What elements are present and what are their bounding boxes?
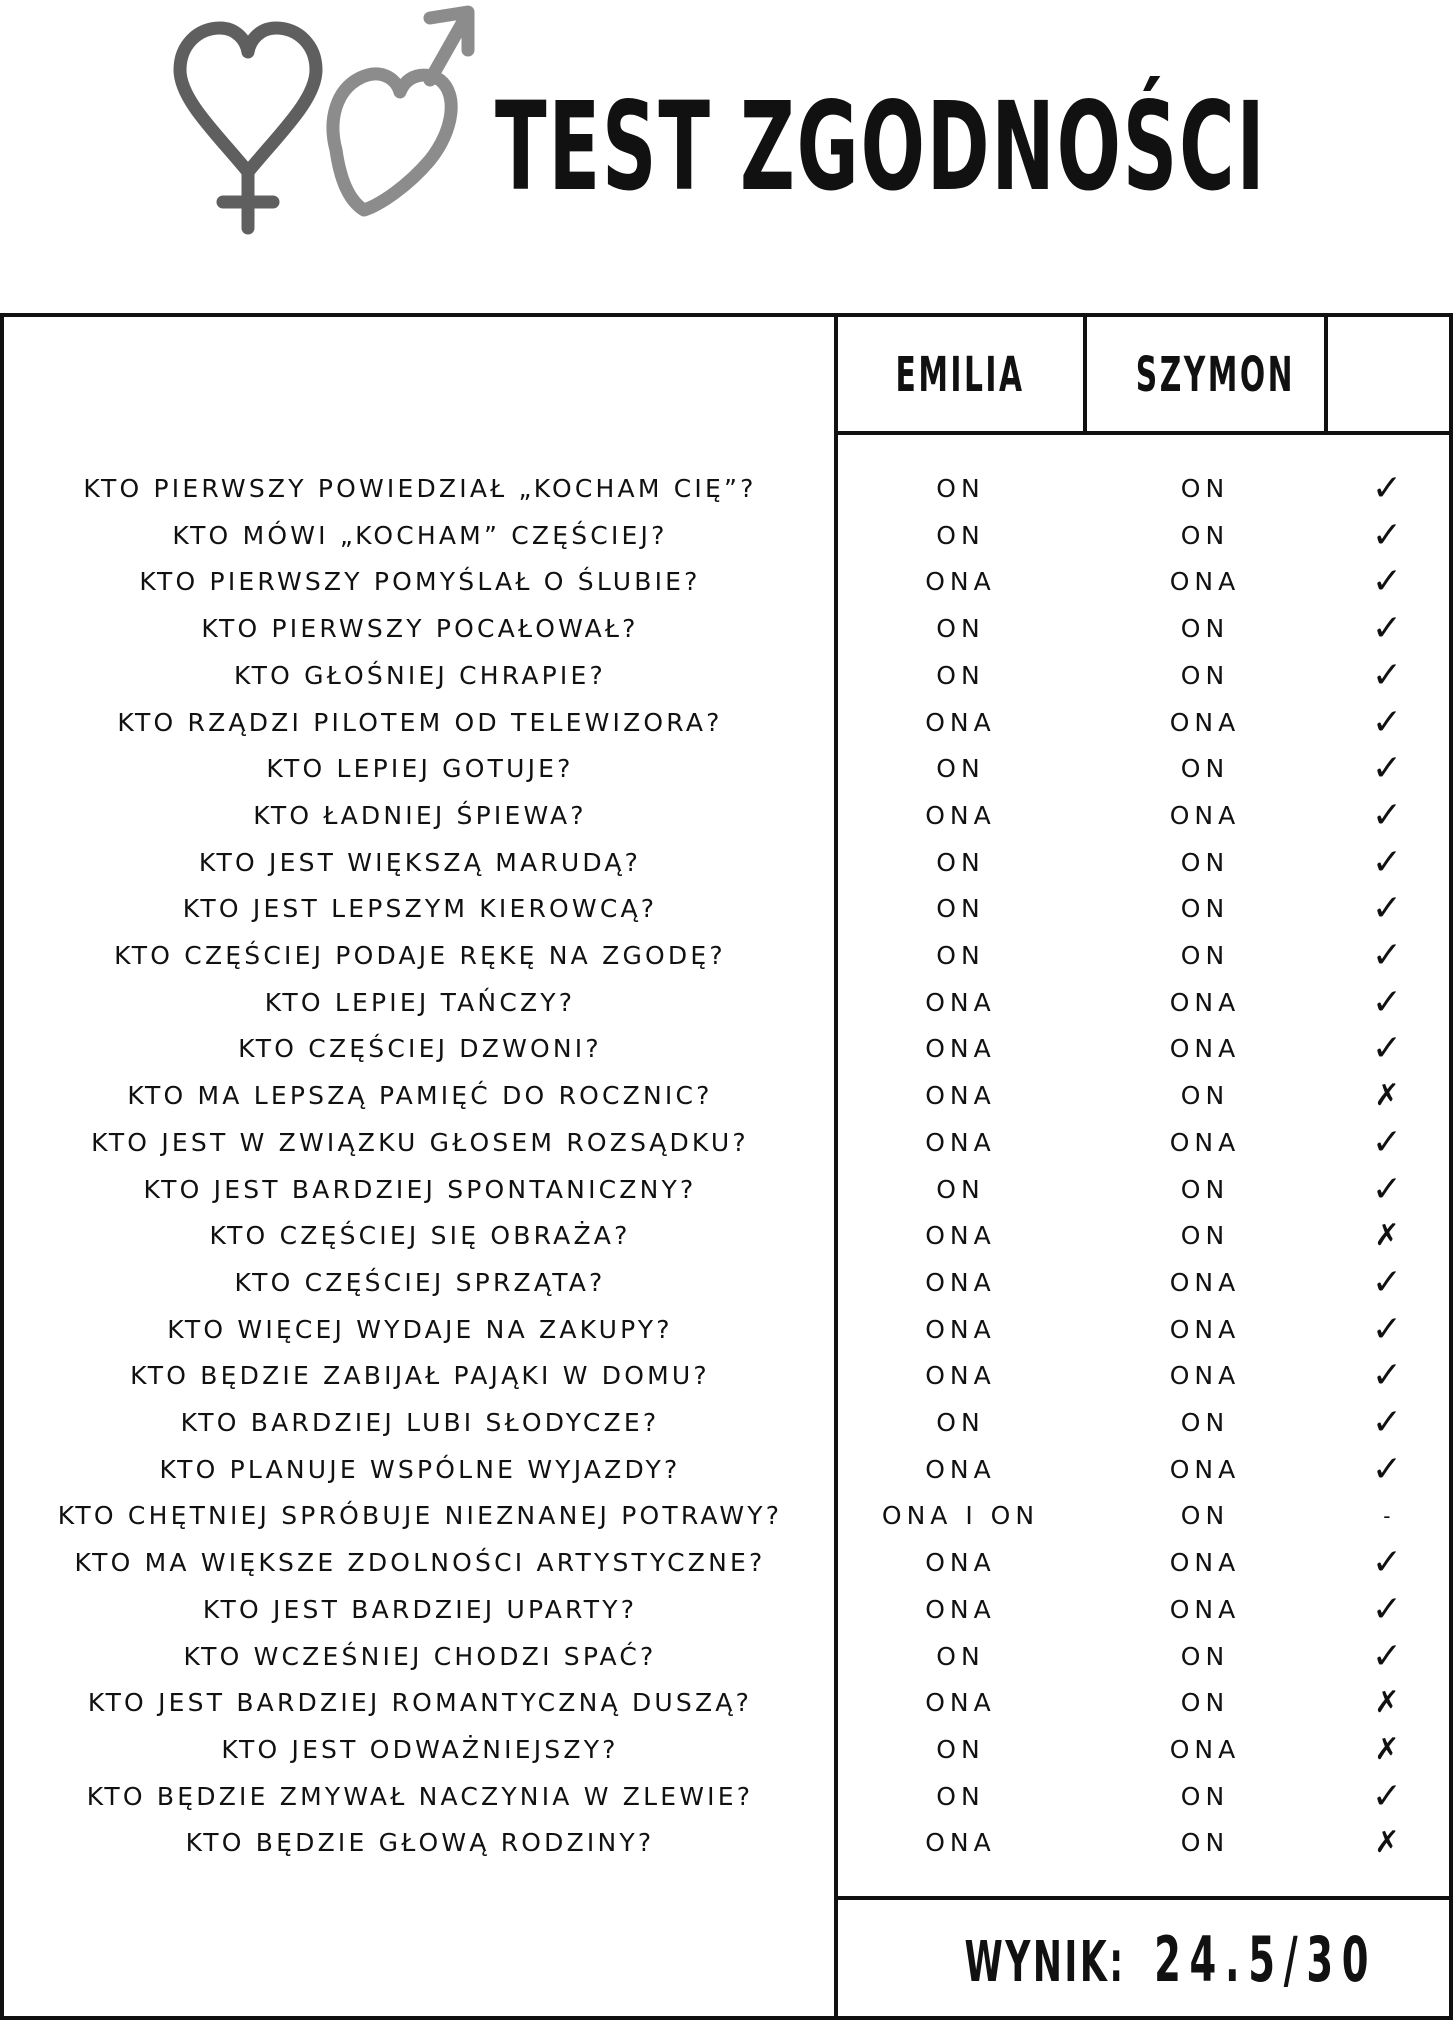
answer-szymon: ONA xyxy=(1169,1594,1241,1624)
check-icon: ✓ xyxy=(1371,1542,1406,1584)
answer-szymon: ON xyxy=(1180,1081,1230,1111)
column-divider xyxy=(1324,313,1328,433)
table-row xyxy=(0,1400,1453,1447)
check-icon: ✓ xyxy=(1371,794,1406,836)
check-icon: ✓ xyxy=(1371,1775,1406,1817)
question-text: KTO PIERWSZY POWIEDZIAŁ „KOCHAM CIĘ”? xyxy=(83,474,757,503)
column-header-emilia: EMILIA xyxy=(896,347,1025,403)
check-icon: ✓ xyxy=(1371,1028,1406,1070)
answer-emilia: ON xyxy=(936,754,985,784)
question-text: KTO BĘDZIE GŁOWĄ RODZINY? xyxy=(185,1828,655,1858)
answer-emilia: ONA xyxy=(925,1034,996,1064)
answer-emilia: ON xyxy=(936,847,985,877)
answer-emilia: ONA xyxy=(925,1127,996,1157)
answer-emilia: ON xyxy=(936,1174,985,1204)
question-text: KTO BARDZIEJ LUBI SŁODYCZE? xyxy=(180,1408,660,1437)
answer-emilia: ONA I ON xyxy=(881,1501,1040,1531)
answer-emilia: ON xyxy=(936,1408,985,1437)
cross-icon: ✗ xyxy=(1374,1825,1403,1861)
answer-emilia: ONA xyxy=(925,567,996,597)
table-row xyxy=(0,700,1453,747)
answer-emilia: ONA xyxy=(925,1594,996,1624)
question-text: KTO LEPIEJ GOTUJE? xyxy=(266,754,574,784)
answer-emilia: ONA xyxy=(925,1314,996,1344)
answer-emilia: ON xyxy=(936,474,985,503)
check-icon: ✓ xyxy=(1371,841,1406,883)
check-icon: ✓ xyxy=(1371,748,1406,790)
answer-szymon: ON xyxy=(1180,660,1230,690)
answer-emilia: ONA xyxy=(925,1267,996,1297)
header-divider xyxy=(834,431,1453,435)
answer-szymon: ONA xyxy=(1169,567,1241,597)
check-icon: ✓ xyxy=(1371,1635,1406,1677)
answer-szymon: ON xyxy=(1180,1688,1230,1718)
table-row xyxy=(0,1587,1453,1634)
answer-emilia: ON xyxy=(936,1781,985,1811)
table-row xyxy=(0,1353,1453,1400)
answer-emilia: ONA xyxy=(925,1548,996,1578)
cross-icon: ✗ xyxy=(1374,1218,1403,1254)
table-row xyxy=(0,886,1453,933)
answer-emilia: ONA xyxy=(925,1081,996,1111)
answer-emilia: ON xyxy=(936,941,985,970)
table-border-bottom xyxy=(0,2016,1453,2020)
question-text: KTO CZĘŚCIEJ DZWONI? xyxy=(238,1034,602,1064)
check-icon: ✓ xyxy=(1371,654,1406,696)
score-divider xyxy=(834,1896,1453,1900)
question-text: KTO JEST ODWAŻNIEJSZY? xyxy=(221,1734,619,1764)
question-text: KTO PLANUJE WSPÓLNE WYJAZDY? xyxy=(159,1454,681,1484)
column-header-szymon: SZYMON xyxy=(1135,347,1296,403)
question-text: KTO JEST LEPSZYM KIEROWCĄ? xyxy=(182,894,658,924)
question-text: KTO PIERWSZY POMYŚLAŁ O ŚLUBIE? xyxy=(139,567,701,597)
table-row xyxy=(0,1307,1453,1354)
dash-mark: - xyxy=(1383,1504,1394,1529)
table-row xyxy=(0,1774,1453,1821)
table-row xyxy=(0,1634,1453,1681)
answer-szymon: ONA xyxy=(1169,1361,1241,1391)
answer-szymon: ONA xyxy=(1169,1454,1241,1484)
answer-szymon: ONA xyxy=(1169,1734,1241,1764)
table-row xyxy=(0,606,1453,653)
table-row xyxy=(0,980,1453,1027)
answer-szymon: ONA xyxy=(1169,1314,1241,1344)
table-row xyxy=(0,1493,1453,1540)
table-row xyxy=(0,1026,1453,1073)
answer-emilia: ON xyxy=(936,660,985,690)
answer-emilia: ON xyxy=(936,1641,985,1671)
table-row xyxy=(0,466,1453,513)
answer-szymon: ON xyxy=(1180,894,1230,924)
check-icon: ✓ xyxy=(1371,1168,1406,1210)
check-icon: ✓ xyxy=(1371,1261,1406,1303)
table-row xyxy=(0,1073,1453,1120)
answer-szymon: ON xyxy=(1180,847,1230,877)
question-text: KTO JEST BARDZIEJ ROMANTYCZNĄ DUSZĄ? xyxy=(87,1688,753,1718)
question-text: KTO GŁOŚNIEJ CHRAPIE? xyxy=(234,660,606,690)
check-icon: ✓ xyxy=(1371,1448,1406,1490)
score xyxy=(838,1920,1449,2000)
table-row xyxy=(0,793,1453,840)
answer-szymon: ONA xyxy=(1169,1034,1241,1064)
question-text: KTO CZĘŚCIEJ PODAJE RĘKĘ NA ZGODĘ? xyxy=(114,941,726,970)
cross-icon: ✗ xyxy=(1374,1731,1403,1767)
page-title: TEST ZGODNOŚCI xyxy=(495,76,1267,218)
check-icon: ✓ xyxy=(1371,468,1406,509)
table-row xyxy=(0,1727,1453,1774)
table-row xyxy=(0,1167,1453,1214)
check-icon: ✓ xyxy=(1371,981,1406,1023)
score-label: WYNIK: xyxy=(964,1930,1126,1995)
answer-emilia: ON xyxy=(936,894,985,924)
table-row xyxy=(0,746,1453,793)
question-text: KTO RZĄDZI PILOTEM OD TELEWIZORA? xyxy=(117,707,723,737)
cross-icon: ✗ xyxy=(1374,1078,1403,1114)
check-icon: ✓ xyxy=(1371,608,1406,650)
question-text: KTO WCZEŚNIEJ CHODZI SPAĆ? xyxy=(183,1641,657,1671)
answer-szymon: ON xyxy=(1180,614,1230,644)
answer-szymon: ONA xyxy=(1169,1127,1241,1157)
table-row xyxy=(0,840,1453,887)
answer-szymon: ON xyxy=(1180,1828,1230,1858)
answer-szymon: ONA xyxy=(1169,707,1241,737)
question-text: KTO BĘDZIE ZMYWAŁ NACZYNIA W ZLEWIE? xyxy=(86,1781,754,1811)
question-text: KTO BĘDZIE ZABIJAŁ PAJĄKI W DOMU? xyxy=(130,1361,710,1391)
answer-emilia: ONA xyxy=(925,987,996,1017)
question-text: KTO WIĘCEJ WYDAJE NA ZAKUPY? xyxy=(167,1314,673,1344)
table-row xyxy=(0,1820,1453,1867)
answer-emilia: ONA xyxy=(925,1454,996,1484)
question-text: KTO JEST W ZWIĄZKU GŁOSEM ROZSĄDKU? xyxy=(91,1127,749,1157)
table-row xyxy=(0,1213,1453,1260)
answer-szymon: ON xyxy=(1180,1641,1230,1671)
check-icon: ✓ xyxy=(1371,1121,1406,1163)
answer-szymon: ON xyxy=(1180,1781,1230,1811)
score-value: 24.5/30 xyxy=(1154,1923,1378,1996)
table-row xyxy=(0,1680,1453,1727)
question-text: KTO ŁADNIEJ ŚPIEWA? xyxy=(253,800,587,830)
answer-emilia: ONA xyxy=(925,707,996,737)
check-icon: ✓ xyxy=(1371,935,1406,976)
table-row xyxy=(0,559,1453,606)
question-text: KTO CZĘŚCIEJ SPRZĄTA? xyxy=(234,1267,606,1297)
answer-szymon: ON xyxy=(1180,1408,1230,1437)
question-text: KTO JEST BARDZIEJ UPARTY? xyxy=(202,1594,638,1624)
check-icon: ✓ xyxy=(1371,701,1406,743)
answer-szymon: ONA xyxy=(1169,1548,1241,1578)
answer-emilia: ONA xyxy=(925,1828,996,1858)
table-row xyxy=(0,1120,1453,1167)
answer-szymon: ON xyxy=(1180,474,1230,503)
answer-emilia: ON xyxy=(936,520,985,550)
table-border-top xyxy=(0,313,1453,317)
check-icon: ✓ xyxy=(1371,1308,1406,1350)
answer-szymon: ONA xyxy=(1169,1267,1241,1297)
cross-icon: ✗ xyxy=(1374,1685,1403,1721)
check-icon: ✓ xyxy=(1371,514,1406,556)
answer-emilia: ONA xyxy=(925,1688,996,1718)
question-text: KTO MA LEPSZĄ PAMIĘĆ DO ROCZNIC? xyxy=(127,1081,713,1111)
check-icon: ✓ xyxy=(1371,888,1406,930)
table-row xyxy=(0,1540,1453,1587)
check-icon: ✓ xyxy=(1371,561,1406,603)
question-text: KTO JEST BARDZIEJ SPONTANICZNY? xyxy=(143,1174,697,1204)
answer-szymon: ON xyxy=(1180,1501,1230,1531)
table-row xyxy=(0,1447,1453,1494)
table-row xyxy=(0,653,1453,700)
answer-emilia: ONA xyxy=(925,1361,996,1391)
answer-szymon: ONA xyxy=(1169,800,1241,830)
answer-emilia: ON xyxy=(936,1734,985,1764)
question-text: KTO CHĘTNIEJ SPRÓBUJE NIEZNANEJ POTRAWY? xyxy=(57,1501,783,1531)
question-text: KTO MA WIĘKSZE ZDOLNOŚCI ARTYSTYCZNE? xyxy=(74,1548,766,1578)
check-icon: ✓ xyxy=(1371,1402,1406,1443)
answer-szymon: ON xyxy=(1180,941,1230,970)
answer-emilia: ON xyxy=(936,614,985,644)
question-text: KTO LEPIEJ TAŃCZY? xyxy=(264,987,576,1017)
answer-szymon: ON xyxy=(1180,520,1230,550)
question-text: KTO JEST WIĘKSZĄ MARUDĄ? xyxy=(198,847,642,877)
table-row xyxy=(0,513,1453,560)
check-icon: ✓ xyxy=(1371,1355,1406,1397)
venus-mars-hearts-icon xyxy=(168,0,478,240)
question-text: KTO MÓWI „KOCHAM” CZĘŚCIEJ? xyxy=(172,520,668,550)
answer-szymon: ON xyxy=(1180,1174,1230,1204)
answer-emilia: ONA xyxy=(925,800,996,830)
question-text: KTO CZĘŚCIEJ SIĘ OBRAŻA? xyxy=(209,1221,631,1251)
answer-szymon: ON xyxy=(1180,1221,1230,1251)
table-row xyxy=(0,933,1453,980)
check-icon: ✓ xyxy=(1371,1588,1406,1630)
question-text: KTO PIERWSZY POCAŁOWAŁ? xyxy=(201,614,639,644)
answer-emilia: ONA xyxy=(925,1221,996,1251)
answer-szymon: ONA xyxy=(1169,987,1241,1017)
table-row xyxy=(0,1260,1453,1307)
answer-szymon: ON xyxy=(1180,754,1230,784)
